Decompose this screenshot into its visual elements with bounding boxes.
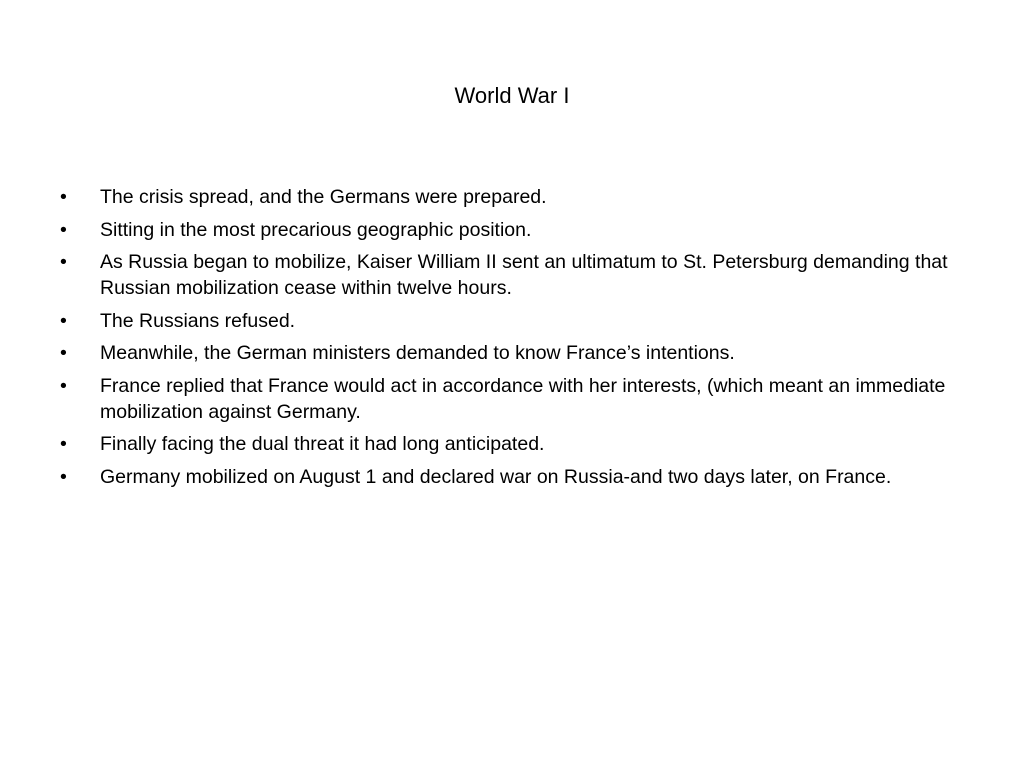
list-item <box>60 431 960 457</box>
bullet-marker: • <box>60 309 67 332</box>
list-item <box>60 249 960 301</box>
bullet-text: The Russians refused. <box>100 309 296 332</box>
list-item <box>60 464 960 490</box>
bullet-marker: • <box>60 465 67 488</box>
bullet-list <box>60 184 960 496</box>
list-item <box>60 308 960 334</box>
bullet-marker: • <box>60 342 67 364</box>
list-item <box>60 373 960 425</box>
bullet-text: Germany mobilized on August 1 and declared war on Russia-and two days later, on France. <box>100 465 892 488</box>
list-item <box>60 217 960 243</box>
bullet-marker: • <box>60 218 67 241</box>
bullet-text: Sitting in the most precarious geographic position. <box>100 218 532 241</box>
bullet-text: Finally facing the dual threat it had long anticipated. <box>100 433 545 455</box>
bullet-marker: • <box>60 433 67 455</box>
bullet-text: France replied that France would act in accordance with her interests, (which meant an immediate mobilization against Germany. <box>100 374 946 423</box>
bullet-marker: • <box>60 186 67 208</box>
bullet-text: Meanwhile, the German ministers demanded to know France’s intentions. <box>100 342 735 364</box>
bullet-text: As Russia began to mobilize, Kaiser William II sent an ultimatum to St. Petersburg demanding that Russian mobilization cease within twelve hours. <box>100 251 948 299</box>
bullet-marker: • <box>60 374 67 397</box>
list-item <box>60 340 960 366</box>
list-item <box>60 184 960 210</box>
slide-title: World War I <box>454 83 570 108</box>
bullet-text: The crisis spread, and the Germans were prepared. <box>100 186 547 208</box>
bullet-marker: • <box>60 251 67 273</box>
